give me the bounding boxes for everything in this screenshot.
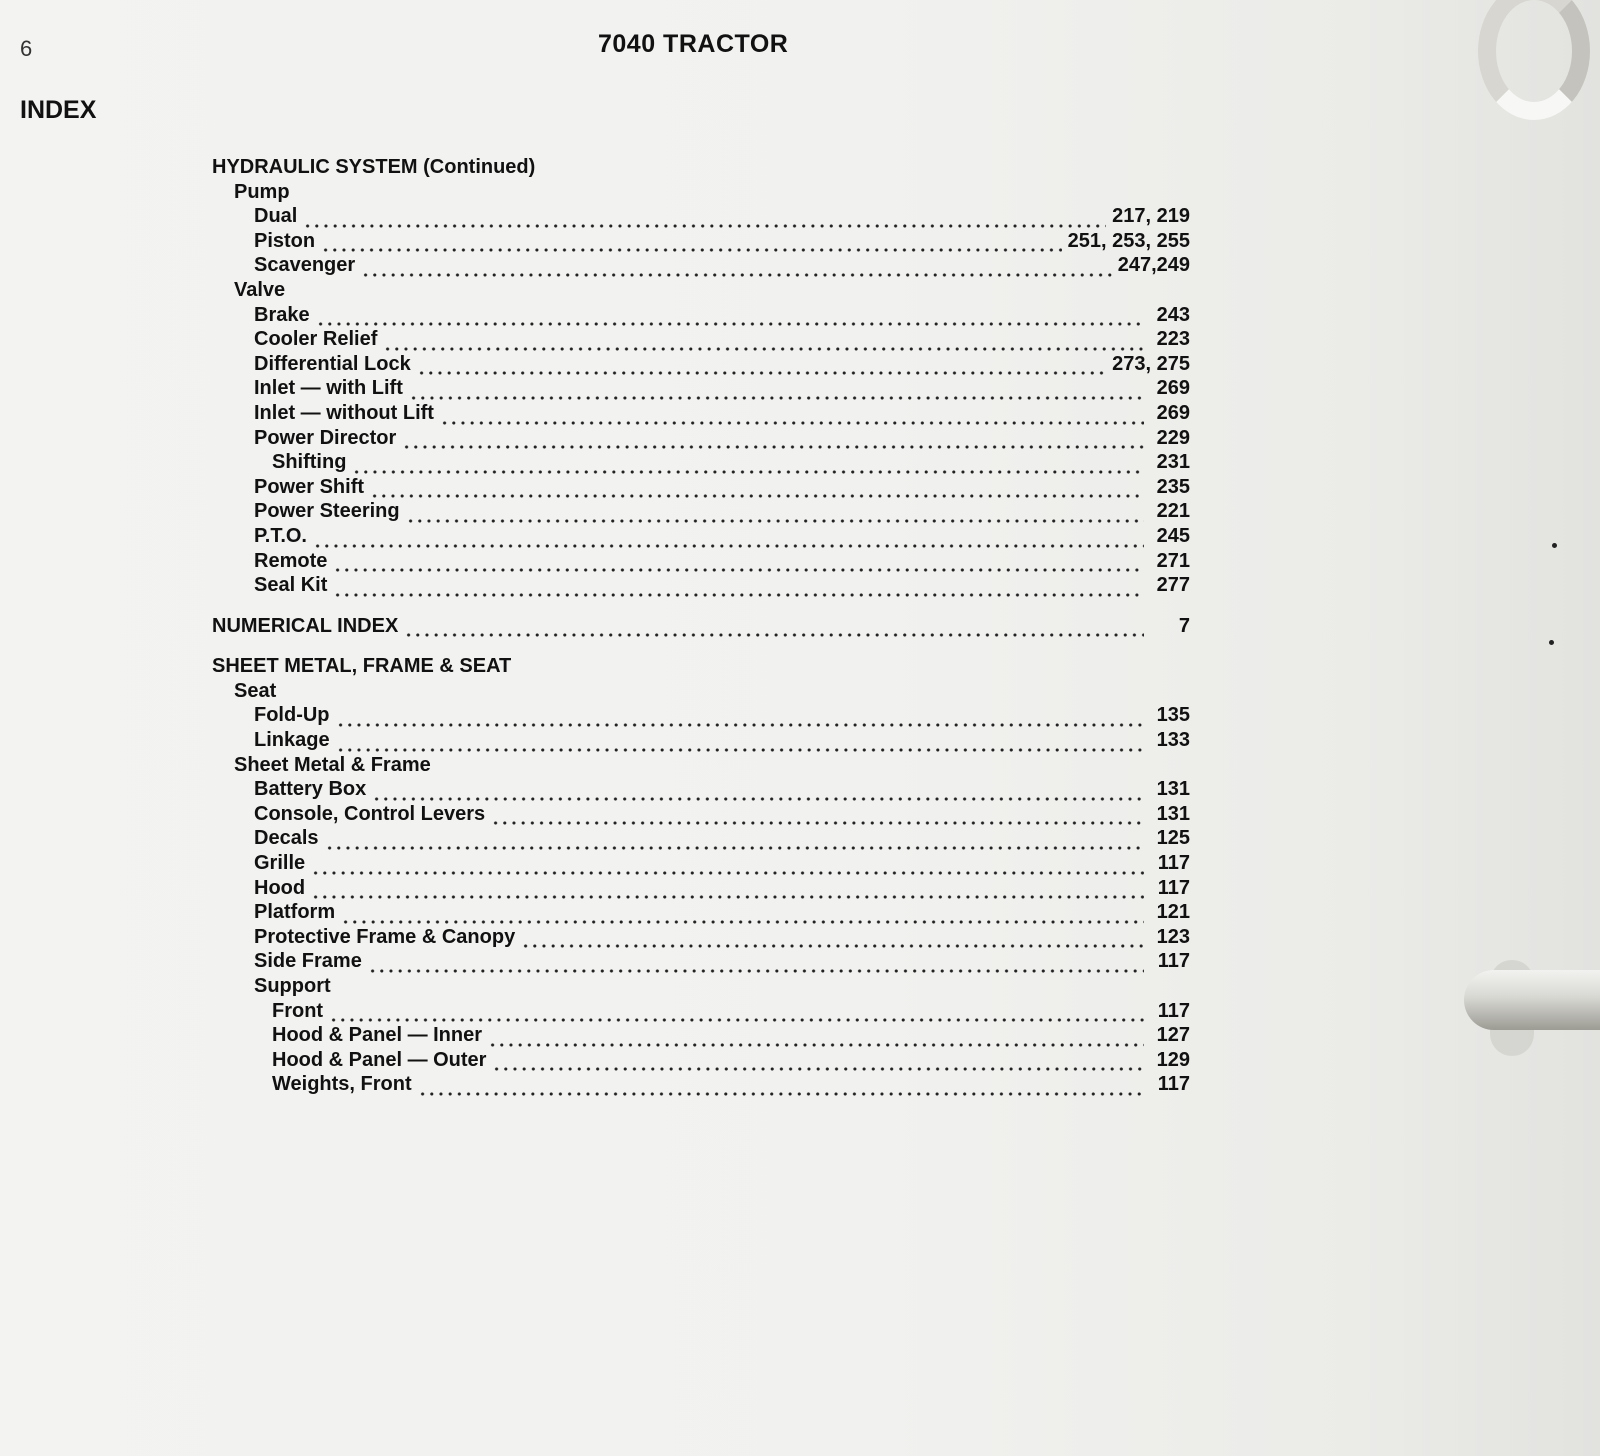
index-entry [200, 376, 1190, 401]
index-entry-label: Battery Box [254, 778, 367, 801]
index-list [200, 155, 1190, 1097]
index-entry-page: 117 [1157, 876, 1190, 899]
dot-leader [491, 806, 1144, 826]
index-entry-label: Seat [234, 679, 277, 702]
index-entry-label: Hood & Panel — Outer [272, 1048, 487, 1071]
index-entry-page: 133 [1156, 729, 1190, 752]
index-entry-label: Front [272, 999, 324, 1022]
index-entry-label: Hood [254, 876, 306, 899]
index-entry-page: 221 [1156, 500, 1190, 523]
index-entry-label: Shifting [272, 451, 347, 474]
dot-leader [488, 1028, 1144, 1048]
index-entry-page: 223 [1156, 328, 1190, 351]
index-entry-label: Power Shift [254, 475, 365, 498]
index-entry-page: 129 [1156, 1048, 1190, 1071]
index-entry [200, 703, 1190, 728]
index-entry-page: 135 [1156, 704, 1190, 727]
dot-leader [321, 233, 1062, 253]
index-entry-label: Linkage [254, 729, 330, 752]
index-entry-label: Sheet Metal & Frame [234, 753, 431, 776]
index-entry [200, 524, 1190, 549]
index-entry-label: Fold-Up [254, 704, 330, 727]
index-entry [200, 180, 1190, 205]
index-entry-page: 131 [1156, 802, 1190, 825]
dot-leader [418, 1077, 1144, 1097]
index-entry [200, 614, 1190, 639]
index-entry-page: 269 [1156, 401, 1190, 424]
index-entry-label: HYDRAULIC SYSTEM (Continued) [212, 156, 536, 178]
index-entry [200, 802, 1190, 827]
index-entry [200, 925, 1190, 950]
binder-ring-bottom [1464, 970, 1600, 1030]
index-entry [200, 327, 1190, 352]
index-entry [200, 999, 1190, 1024]
dot-leader [409, 381, 1144, 401]
index-entry-page: 235 [1156, 475, 1190, 498]
index-entry [200, 900, 1190, 925]
index-entry [200, 303, 1190, 328]
index-entry [200, 1048, 1190, 1073]
index-entry-page: 251, 253, 255 [1067, 229, 1190, 252]
index-entry-page: 245 [1156, 524, 1190, 547]
index-entry-label: Console, Control Levers [254, 802, 486, 825]
index-entry-label: Support [254, 975, 331, 997]
index-entry-page: 131 [1156, 778, 1190, 801]
dot-leader [333, 553, 1144, 573]
index-entry [200, 876, 1190, 901]
index-entry [200, 728, 1190, 753]
index-entry-page: 277 [1156, 574, 1190, 597]
index-entry [200, 499, 1190, 524]
page-number: 6 [20, 36, 33, 61]
index-entry-label: Side Frame [254, 950, 362, 973]
index-entry [200, 753, 1190, 778]
index-entry-label: Inlet — without Lift [254, 401, 434, 424]
index-entry-label: Platform [254, 901, 336, 924]
dot-leader [406, 504, 1144, 524]
index-entry-label: Power Director [254, 426, 397, 449]
index-entry-label: Differential Lock [254, 352, 411, 375]
index-entry-label: Dual [254, 205, 298, 228]
index-entry-page: 273, 275 [1112, 352, 1190, 375]
index-entry [200, 777, 1190, 802]
dot-leader [361, 258, 1112, 278]
dot-leader [417, 356, 1106, 376]
index-entry [200, 204, 1190, 229]
index-entry-label: Decals [254, 827, 319, 850]
dot-leader [311, 880, 1144, 900]
index-entry-label: Piston [254, 229, 316, 252]
dot-leader [521, 929, 1144, 949]
dot-leader [316, 307, 1144, 327]
index-entry-label: P.T.O. [254, 524, 307, 547]
index-entry-label: Inlet — with Lift [254, 377, 403, 400]
index-entry-page: 125 [1156, 827, 1190, 850]
dot-leader [336, 708, 1144, 728]
index-entry-page: 217, 219 [1112, 205, 1190, 228]
index-entry [200, 949, 1190, 974]
index-entry-label: SHEET METAL, FRAME & SEAT [212, 655, 512, 678]
index-entry-page: 117 [1157, 1073, 1190, 1096]
index-entry [200, 1072, 1190, 1097]
index-entry [200, 475, 1190, 500]
index-entry-page: 229 [1156, 426, 1190, 449]
dot-leader [303, 209, 1106, 229]
dot-leader [402, 430, 1144, 450]
binder-ring-top [1478, 0, 1590, 120]
index-entry [200, 851, 1190, 876]
dot-leader [404, 618, 1144, 638]
index-entry-label: Weights, Front [272, 1073, 412, 1096]
index-entry [200, 253, 1190, 278]
index-entry [200, 426, 1190, 451]
index-entry-label: Seal Kit [254, 574, 328, 597]
index-entry-label: NUMERICAL INDEX [212, 614, 399, 637]
dot-leader [329, 1003, 1144, 1023]
dot-leader [368, 954, 1144, 974]
index-entry-page: 117 [1157, 999, 1190, 1022]
index-entry-label: Hood & Panel — Inner [272, 1024, 483, 1047]
dot-leader [336, 733, 1144, 753]
dot-leader [311, 856, 1144, 876]
index-entry-page: 127 [1156, 1024, 1190, 1047]
index-entry-label: Pump [234, 180, 290, 203]
section-heading: INDEX [20, 96, 97, 124]
index-entry-page: 243 [1156, 303, 1190, 326]
paper-speck [1552, 543, 1557, 548]
dot-leader [492, 1052, 1144, 1072]
index-entry-label: Grille [254, 852, 306, 875]
index-entry [200, 974, 1190, 999]
index-entry [200, 654, 1190, 679]
dot-leader [383, 332, 1144, 352]
index-entry [200, 679, 1190, 704]
dot-leader [440, 406, 1144, 426]
index-entry-page: 117 [1157, 950, 1190, 973]
dot-leader [352, 455, 1144, 475]
index-entry-page: 247,249 [1117, 254, 1190, 277]
index-entry [200, 573, 1190, 598]
index-entry-label: Protective Frame & Canopy [254, 925, 516, 948]
index-entry [200, 1023, 1190, 1048]
dot-leader [370, 479, 1144, 499]
dot-leader [333, 578, 1144, 598]
index-entry-page: 117 [1157, 852, 1190, 875]
dot-leader [372, 782, 1144, 802]
index-entry [200, 229, 1190, 254]
index-entry-page: 121 [1156, 901, 1190, 924]
index-entry [200, 450, 1190, 475]
index-entry-label: Scavenger [254, 254, 356, 277]
index-entry-label: Brake [254, 303, 310, 326]
index-entry-page: 7 [1178, 614, 1190, 637]
index-entry-page: 269 [1156, 377, 1190, 400]
paper-speck [1549, 640, 1554, 645]
index-entry-label: Cooler Relief [254, 328, 378, 351]
index-entry [200, 278, 1190, 303]
index-entry-label: Remote [254, 549, 328, 572]
page-title: 7040 TRACTOR [598, 30, 789, 58]
index-entry [200, 352, 1190, 377]
index-entry [200, 549, 1190, 574]
index-entry [200, 826, 1190, 851]
index-entry-label: Valve [234, 278, 286, 301]
index-entry-page: 271 [1156, 549, 1190, 572]
index-entry-page: 231 [1156, 451, 1190, 474]
index-entry [200, 401, 1190, 426]
dot-leader [313, 529, 1144, 549]
index-entry-label: Power Steering [254, 500, 400, 523]
dot-leader [341, 905, 1144, 925]
index-entry [200, 155, 1190, 180]
index-entry-page: 123 [1156, 925, 1190, 948]
dot-leader [325, 831, 1145, 851]
